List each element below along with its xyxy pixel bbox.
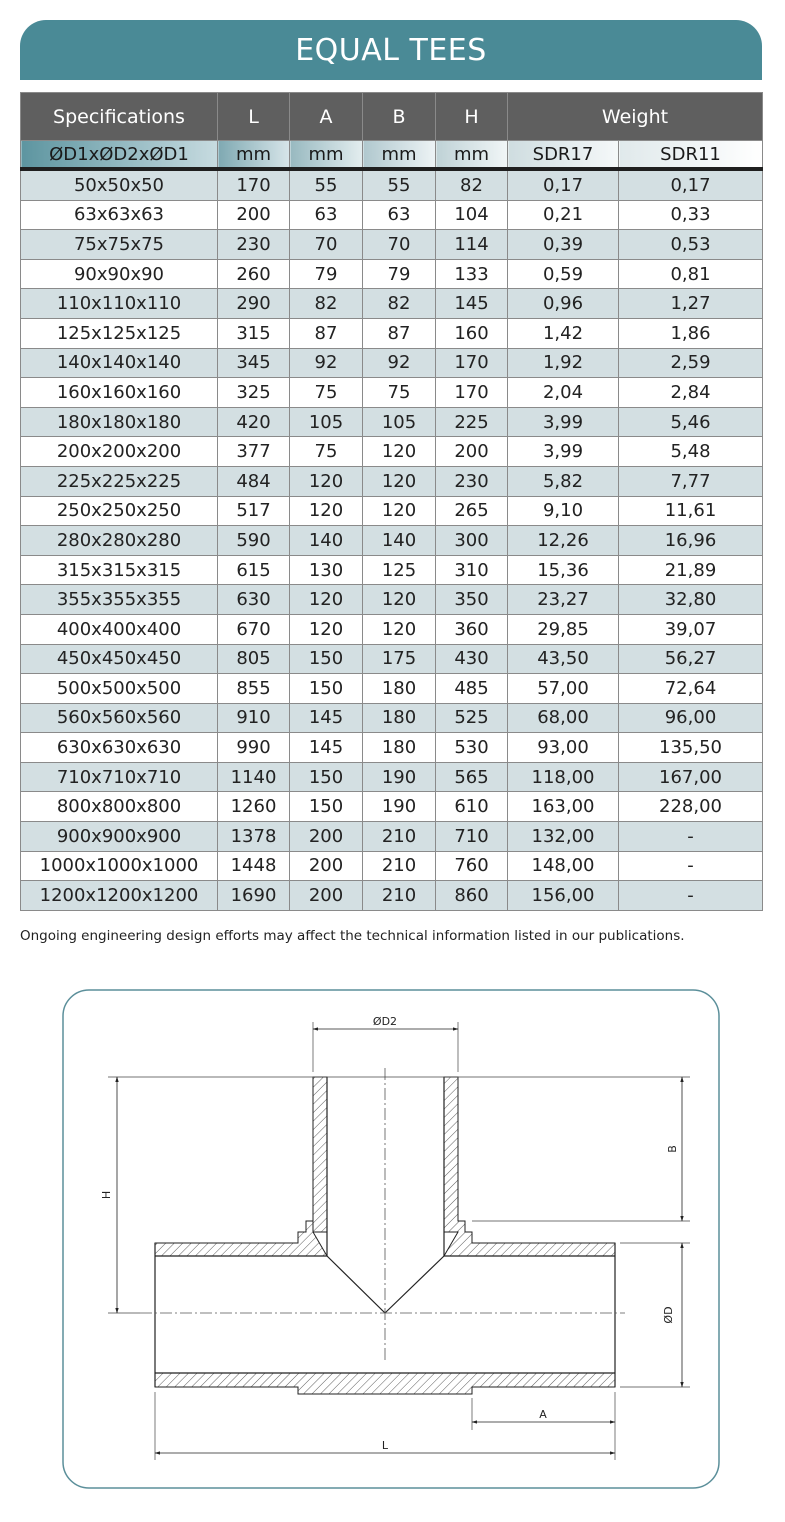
table-cell: 200 <box>436 437 508 467</box>
label-h: H <box>100 1190 113 1200</box>
table-cell: 280x280x280 <box>21 526 218 556</box>
table-cell: 230 <box>218 230 290 260</box>
table-cell: 92 <box>290 348 363 378</box>
table-cell: 12,26 <box>508 526 619 556</box>
table-cell: 5,48 <box>619 437 763 467</box>
table-cell: 805 <box>218 644 290 674</box>
table-cell: 120 <box>290 496 363 526</box>
table-cell: 180x180x180 <box>21 407 218 437</box>
header-cell: A <box>290 93 363 141</box>
table-cell: 228,00 <box>619 792 763 822</box>
table-cell: 140x140x140 <box>21 348 218 378</box>
table-cell: 1,86 <box>619 318 763 348</box>
table-cell: 485 <box>436 674 508 704</box>
table-cell: 615 <box>218 555 290 585</box>
table-cell: 150 <box>290 644 363 674</box>
table-cell: 800x800x800 <box>21 792 218 822</box>
table-cell: 105 <box>290 407 363 437</box>
table-cell: 16,96 <box>619 526 763 556</box>
table-cell: 23,27 <box>508 585 619 615</box>
table-cell: 2,59 <box>619 348 763 378</box>
table-cell: 610 <box>436 792 508 822</box>
table-cell: 156,00 <box>508 881 619 911</box>
table-cell: 82 <box>363 289 436 319</box>
table-cell: 260 <box>218 259 290 289</box>
table-cell: 50x50x50 <box>21 169 218 200</box>
table-cell: - <box>619 822 763 852</box>
table-cell: 130 <box>290 555 363 585</box>
table-cell: 150 <box>290 762 363 792</box>
table-cell: 150 <box>290 792 363 822</box>
page-title: EQUAL TEES <box>295 32 487 68</box>
table-cell: 39,07 <box>619 614 763 644</box>
header-cell: H <box>436 93 508 141</box>
table-cell: 175 <box>363 644 436 674</box>
table-cell: 87 <box>290 318 363 348</box>
table-cell: 910 <box>218 703 290 733</box>
table-cell: 43,50 <box>508 644 619 674</box>
table-cell: 1260 <box>218 792 290 822</box>
table-cell: 132,00 <box>508 822 619 852</box>
table-cell: 82 <box>290 289 363 319</box>
table-cell: 2,84 <box>619 378 763 408</box>
subheader-cell: mm <box>436 141 508 170</box>
table-cell: 150 <box>290 674 363 704</box>
subheader-cell: SDR11 <box>619 141 763 170</box>
left-branch-wall <box>155 1077 327 1256</box>
center-lines <box>140 1068 625 1360</box>
table-cell: - <box>619 851 763 881</box>
table-cell: 118,00 <box>508 762 619 792</box>
table-cell: 565 <box>436 762 508 792</box>
label-b: B <box>666 1145 679 1153</box>
table-cell: 400x400x400 <box>21 614 218 644</box>
table-cell: 180 <box>363 733 436 763</box>
table-cell: 360 <box>436 614 508 644</box>
bottom-run-wall <box>155 1373 615 1394</box>
table-cell: 0,17 <box>619 169 763 200</box>
table-cell: 345 <box>218 348 290 378</box>
table-cell: 93,00 <box>508 733 619 763</box>
table-cell: 630 <box>218 585 290 615</box>
table-cell: 21,89 <box>619 555 763 585</box>
table-cell: 855 <box>218 674 290 704</box>
subheader-cell: ØD1xØD2xØD1 <box>21 141 218 170</box>
table-cell: 560x560x560 <box>21 703 218 733</box>
table-cell: 167,00 <box>619 762 763 792</box>
table-cell: 15,36 <box>508 555 619 585</box>
table-cell: 160x160x160 <box>21 378 218 408</box>
table-cell: 75 <box>290 378 363 408</box>
table-cell: 210 <box>363 851 436 881</box>
label-d2: ØD2 <box>372 1015 398 1028</box>
table-cell: 133 <box>436 259 508 289</box>
table-cell: 75x75x75 <box>21 230 218 260</box>
table-cell: 484 <box>218 466 290 496</box>
table-cell: 63 <box>290 200 363 230</box>
table-cell: 200 <box>290 822 363 852</box>
table-cell: 200x200x200 <box>21 437 218 467</box>
table-cell: 325 <box>218 378 290 408</box>
table-cell: 135,50 <box>619 733 763 763</box>
table-cell: 1200x1200x1200 <box>21 881 218 911</box>
table-cell: 530 <box>436 733 508 763</box>
table-cell: 75 <box>290 437 363 467</box>
table-cell: 180 <box>363 674 436 704</box>
table-cell: 75 <box>363 378 436 408</box>
table-cell: 70 <box>290 230 363 260</box>
subheader-cell: mm <box>218 141 290 170</box>
table-cell: 87 <box>363 318 436 348</box>
table-cell: 990 <box>218 733 290 763</box>
table-cell: 145 <box>290 703 363 733</box>
table-cell: 140 <box>363 526 436 556</box>
table-cell: 11,61 <box>619 496 763 526</box>
table-cell: 0,39 <box>508 230 619 260</box>
subheader-cell: SDR17 <box>508 141 619 170</box>
table-cell: 82 <box>436 169 508 200</box>
table-cell: 250x250x250 <box>21 496 218 526</box>
table-cell: 760 <box>436 851 508 881</box>
table-cell: 125 <box>363 555 436 585</box>
table-cell: 110x110x110 <box>21 289 218 319</box>
table-cell: 104 <box>436 200 508 230</box>
table-cell: 140 <box>290 526 363 556</box>
table-cell: 180 <box>363 703 436 733</box>
table-cell: 710x710x710 <box>21 762 218 792</box>
table-cell: 355x355x355 <box>21 585 218 615</box>
table-cell: 120 <box>363 496 436 526</box>
table-cell: 315x315x315 <box>21 555 218 585</box>
table-cell: 500x500x500 <box>21 674 218 704</box>
table-cell: 114 <box>436 230 508 260</box>
table-cell: 105 <box>363 407 436 437</box>
table-cell: 57,00 <box>508 674 619 704</box>
table-cell: 420 <box>218 407 290 437</box>
header-cell: B <box>363 93 436 141</box>
table-cell: 200 <box>290 881 363 911</box>
table-cell: 92 <box>363 348 436 378</box>
table-cell: 0,53 <box>619 230 763 260</box>
table-cell: 120 <box>363 437 436 467</box>
table-cell: 525 <box>436 703 508 733</box>
table-cell: 1690 <box>218 881 290 911</box>
table-cell: 170 <box>436 348 508 378</box>
table-cell: 63x63x63 <box>21 200 218 230</box>
table-cell: 3,99 <box>508 407 619 437</box>
table-cell: 120 <box>363 614 436 644</box>
table-cell: 710 <box>436 822 508 852</box>
table-cell: 145 <box>290 733 363 763</box>
table-cell: 315 <box>218 318 290 348</box>
table-cell: 1,92 <box>508 348 619 378</box>
table-cell: 56,27 <box>619 644 763 674</box>
table-cell: 200 <box>290 851 363 881</box>
table-cell: 70 <box>363 230 436 260</box>
table-cell: 377 <box>218 437 290 467</box>
table-cell: 1,27 <box>619 289 763 319</box>
table-cell: 900x900x900 <box>21 822 218 852</box>
table-cell: 0,59 <box>508 259 619 289</box>
table-cell: 32,80 <box>619 585 763 615</box>
table-cell: 0,17 <box>508 169 619 200</box>
table-cell: 72,64 <box>619 674 763 704</box>
table-cell: 300 <box>436 526 508 556</box>
table-cell: 190 <box>363 762 436 792</box>
table-cell: 55 <box>290 169 363 200</box>
table-cell: 120 <box>290 466 363 496</box>
table-cell: 350 <box>436 585 508 615</box>
table-cell: 225x225x225 <box>21 466 218 496</box>
table-cell: 860 <box>436 881 508 911</box>
table-cell: 0,81 <box>619 259 763 289</box>
disclaimer-note: Ongoing engineering design efforts may affect the technical information listed in our publications. <box>20 928 685 944</box>
table-cell: 1140 <box>218 762 290 792</box>
table-cell: 1,42 <box>508 318 619 348</box>
table-cell: 450x450x450 <box>21 644 218 674</box>
table-cell: 265 <box>436 496 508 526</box>
table-cell: 1448 <box>218 851 290 881</box>
label-d: ØD <box>662 1306 675 1324</box>
table-cell: 210 <box>363 881 436 911</box>
table-cell: 9,10 <box>508 496 619 526</box>
label-l: L <box>381 1439 389 1452</box>
table-cell: 148,00 <box>508 851 619 881</box>
table-cell: 225 <box>436 407 508 437</box>
table-cell: 1000x1000x1000 <box>21 851 218 881</box>
table-cell: 0,33 <box>619 200 763 230</box>
label-a: A <box>539 1408 547 1421</box>
table-cell: 210 <box>363 822 436 852</box>
table-cell: 170 <box>436 378 508 408</box>
table-cell: - <box>619 881 763 911</box>
table-cell: 125x125x125 <box>21 318 218 348</box>
table-cell: 670 <box>218 614 290 644</box>
table-cell: 517 <box>218 496 290 526</box>
table-cell: 79 <box>363 259 436 289</box>
table-cell: 79 <box>290 259 363 289</box>
table-cell: 0,96 <box>508 289 619 319</box>
table-cell: 310 <box>436 555 508 585</box>
table-cell: 7,77 <box>619 466 763 496</box>
table-cell: 63 <box>363 200 436 230</box>
table-cell: 29,85 <box>508 614 619 644</box>
table-cell: 160 <box>436 318 508 348</box>
table-cell: 68,00 <box>508 703 619 733</box>
table-cell: 200 <box>218 200 290 230</box>
table-cell: 2,04 <box>508 378 619 408</box>
table-cell: 5,46 <box>619 407 763 437</box>
header-cell: Specifications <box>21 93 218 141</box>
table-cell: 120 <box>363 585 436 615</box>
table-cell: 5,82 <box>508 466 619 496</box>
table-cell: 190 <box>363 792 436 822</box>
subheader-cell: mm <box>363 141 436 170</box>
table-cell: 120 <box>290 585 363 615</box>
header-cell: Weight <box>508 93 763 141</box>
table-cell: 120 <box>290 614 363 644</box>
subheader-cell: mm <box>290 141 363 170</box>
table-cell: 170 <box>218 169 290 200</box>
table-cell: 1378 <box>218 822 290 852</box>
header-cell: L <box>218 93 290 141</box>
table-cell: 430 <box>436 644 508 674</box>
table-cell: 3,99 <box>508 437 619 467</box>
table-cell: 145 <box>436 289 508 319</box>
right-branch-wall <box>444 1077 615 1256</box>
table-cell: 55 <box>363 169 436 200</box>
drawing-frame <box>63 990 719 1488</box>
table-cell: 0,21 <box>508 200 619 230</box>
table-cell: 630x630x630 <box>21 733 218 763</box>
table-cell: 290 <box>218 289 290 319</box>
table-cell: 230 <box>436 466 508 496</box>
table-cell: 590 <box>218 526 290 556</box>
table-cell: 163,00 <box>508 792 619 822</box>
table-cell: 96,00 <box>619 703 763 733</box>
table-cell: 120 <box>363 466 436 496</box>
table-cell: 90x90x90 <box>21 259 218 289</box>
